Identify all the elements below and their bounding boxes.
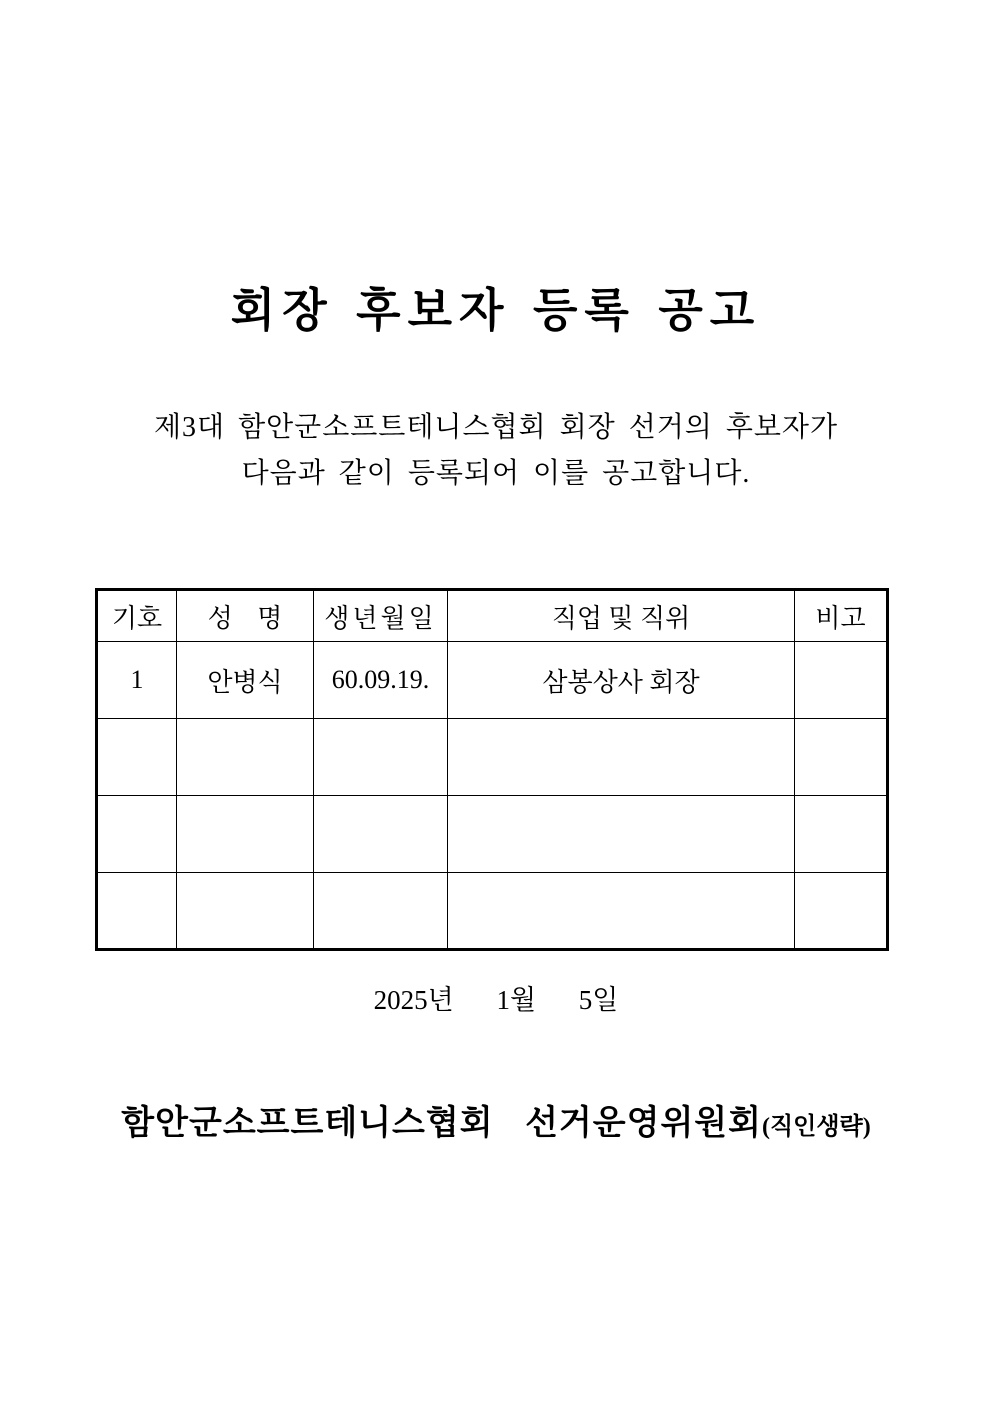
cell-symbol: 1: [97, 642, 177, 719]
header-occupation: 직업 및 직위: [448, 590, 795, 642]
footer-seal-note: (직인생략): [761, 1114, 871, 1140]
cell-name: [177, 796, 314, 873]
cell-symbol: [97, 719, 177, 796]
intro-line-2: 다음과 같이 등록되어 이를 공고합니다.: [241, 458, 751, 489]
date-year: 2025년: [373, 985, 454, 1015]
cell-name: 안병식: [177, 642, 314, 719]
intro-line-1: 제3대 함안군소프트테니스협회 회장 선거의 후보자가: [153, 412, 839, 443]
intro-paragraph: [0, 405, 992, 497]
cell-name: [177, 719, 314, 796]
date-line: [0, 984, 992, 1016]
cell-birthdate: [314, 719, 448, 796]
header-symbol: 기호: [97, 590, 177, 642]
date-month: 1월: [496, 985, 537, 1015]
cell-occupation: [448, 796, 795, 873]
cell-remarks: [795, 796, 888, 873]
cell-remarks: [795, 719, 888, 796]
cell-symbol: [97, 873, 177, 950]
header-birthdate: 생년월일: [314, 590, 448, 642]
date-day: 5일: [578, 985, 619, 1015]
cell-occupation: [448, 873, 795, 950]
footer-signature: [0, 1095, 992, 1144]
cell-occupation: [448, 719, 795, 796]
table-row: [97, 873, 888, 950]
page-title: 회장 후보자 등록 공고: [230, 285, 762, 336]
cell-symbol: [97, 796, 177, 873]
table-row: [97, 642, 888, 719]
table-row: [97, 719, 888, 796]
cell-occupation: 삼봉상사 회장: [448, 642, 795, 719]
cell-birthdate: [314, 873, 448, 950]
header-name: 성 명: [177, 590, 314, 642]
candidate-table: [95, 588, 889, 951]
table-header-row: [97, 590, 888, 642]
cell-birthdate: [314, 796, 448, 873]
footer-organization: 함안군소프트테니스협회 선거운영위원회: [121, 1105, 762, 1142]
table-row: [97, 796, 888, 873]
cell-name: [177, 873, 314, 950]
cell-birthdate: 60.09.19.: [314, 642, 448, 719]
cell-remarks: [795, 642, 888, 719]
header-remarks: 비고: [795, 590, 888, 642]
cell-remarks: [795, 873, 888, 950]
